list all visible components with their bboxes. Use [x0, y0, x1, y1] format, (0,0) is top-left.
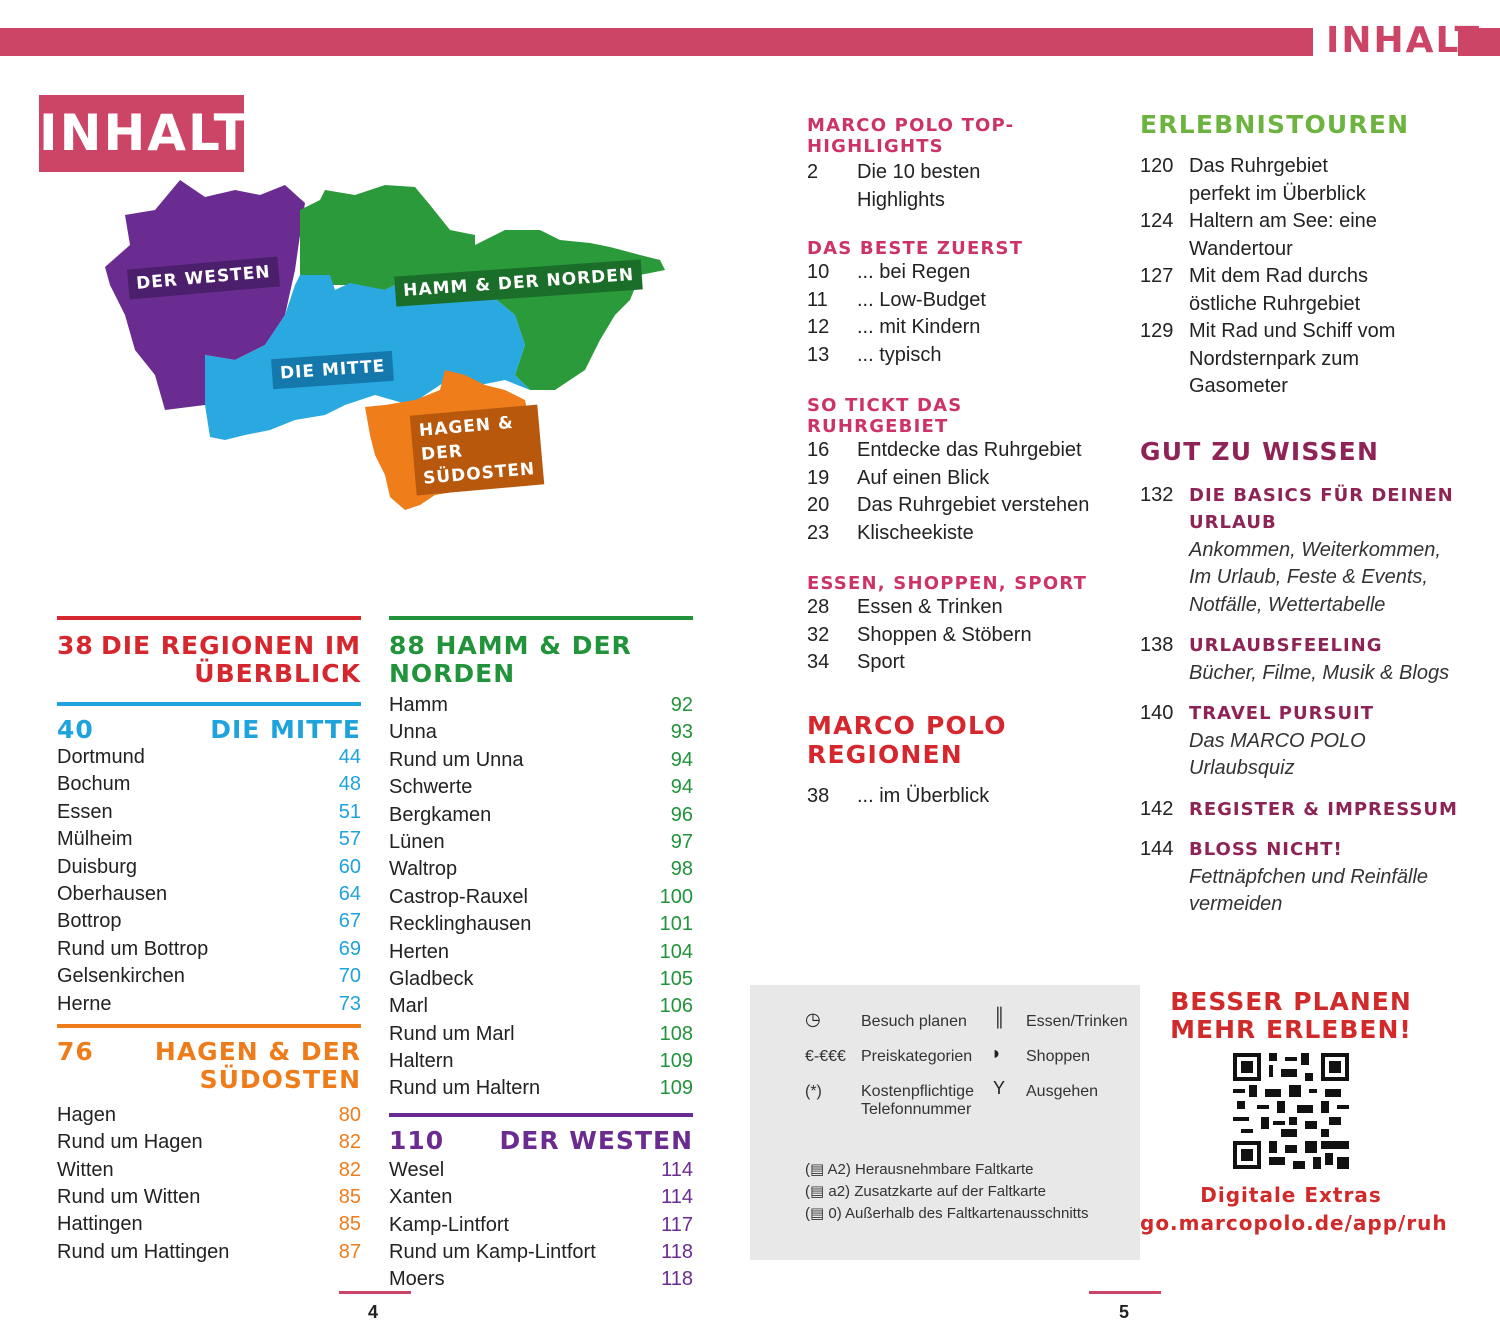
- region-entry-page: 82: [338, 1158, 361, 1181]
- region-entry[interactable]: [389, 884, 693, 911]
- region-entry[interactable]: [57, 963, 361, 990]
- toc-entry-tour[interactable]: 120 Das Ruhrgebiet perfekt im Überblick: [1140, 155, 1366, 205]
- fork-knife-icon: ║: [993, 1007, 1006, 1027]
- page-number-bar-right: [1089, 1291, 1161, 1294]
- region-entry[interactable]: [57, 908, 361, 935]
- region-entry[interactable]: [389, 692, 693, 719]
- region-entry-page: 94: [670, 748, 693, 771]
- legend-shoppen: Shoppen: [1026, 1048, 1091, 1065]
- region-entry[interactable]: [57, 744, 361, 771]
- region-entry[interactable]: [389, 993, 693, 1020]
- top-accent-bar: [0, 28, 1313, 56]
- toc-entry-tour[interactable]: 129 Mit Rad und Schiff vom Nordsternpark zum Gasometer: [1140, 320, 1396, 397]
- section-top-highlights: MARCO POLO TOP-HIGHLIGHTS: [807, 115, 1015, 157]
- region-entry-page: 67: [338, 910, 361, 933]
- region-entry-name: Witten: [57, 1158, 114, 1181]
- region-entry[interactable]: [57, 771, 361, 798]
- region-entry-page: 82: [338, 1131, 361, 1154]
- region-entry-name: Mülheim: [57, 828, 133, 851]
- hagen-list: [57, 1102, 361, 1266]
- region-entry-name: Castrop-Rauxel: [389, 885, 528, 908]
- region-entry-name: Schwerte: [389, 776, 473, 799]
- region-entry-name: Hattingen: [57, 1213, 143, 1236]
- toc-entry[interactable]: 10 ... bei Regen: [807, 261, 971, 283]
- region-entry-page: 80: [338, 1103, 361, 1126]
- region-entry-name: Recklinghausen: [389, 913, 532, 936]
- section-gut-zu-wissen: GUT ZU WISSEN: [1140, 436, 1380, 466]
- toc-entry[interactable]: 16 Entdecke das Ruhrgebiet: [807, 439, 1082, 461]
- map-label-norden: HAMM & DER NORDEN: [394, 259, 643, 306]
- rule-regions: [57, 616, 361, 620]
- region-entry-name: Moers: [389, 1268, 445, 1291]
- toc-entry[interactable]: 32 Shoppen & Stöbern: [807, 623, 1032, 646]
- region-entry[interactable]: [389, 1075, 693, 1102]
- region-entry-name: Xanten: [389, 1186, 453, 1209]
- region-entry-page: 85: [338, 1213, 361, 1236]
- legend-besuch: Besuch planen: [861, 1013, 967, 1030]
- region-entry-page: 118: [661, 1268, 693, 1291]
- region-entry-page: 97: [670, 830, 693, 853]
- legend-note-3: (▤ 0) Außerhalb des Faltkartenausschnitts: [805, 1205, 1089, 1222]
- region-entry-name: Hamm: [389, 694, 448, 716]
- rule-mitte: [57, 702, 361, 706]
- region-entry-name: Bottrop: [57, 910, 122, 933]
- region-entry-page: 94: [670, 776, 693, 799]
- region-entry-name: Rund um Hattingen: [57, 1240, 230, 1263]
- region-entry-page: 117: [661, 1213, 693, 1236]
- section-essen-shoppen: ESSEN, SHOPPEN, SPORT: [807, 573, 1088, 594]
- map-icon: ▤: [810, 1161, 825, 1178]
- region-entry-page: 60: [338, 855, 361, 878]
- region-entry-name: Rund um Kamp-Lintfort: [389, 1241, 596, 1264]
- region-entry[interactable]: [389, 1021, 693, 1048]
- region-entry[interactable]: [389, 1212, 693, 1239]
- region-map: [85, 175, 675, 520]
- region-entry-name: Gladbeck: [389, 967, 474, 990]
- legend-note-2: (▤ a2) Zusatzkarte auf der Faltkarte: [805, 1183, 1046, 1200]
- region-entry-name: Hagen: [57, 1103, 116, 1126]
- toc-right: [1140, 110, 1460, 919]
- region-entry-page: 114: [661, 1158, 693, 1181]
- region-entry[interactable]: [389, 802, 693, 829]
- mitte-heading[interactable]: 40 DIE MITTE: [57, 715, 361, 744]
- region-entry-page: 87: [338, 1240, 361, 1263]
- legend-preis: Preiskategorien: [861, 1048, 973, 1065]
- map-icon: ▤: [810, 1205, 825, 1222]
- region-entry-name: Rund um Unna: [389, 748, 524, 771]
- page-number-left: 4: [368, 1302, 379, 1322]
- region-entry[interactable]: [389, 966, 693, 993]
- legend-box: [750, 985, 1140, 1260]
- region-entry-name: Dortmund: [57, 746, 145, 768]
- region-entry-name: Kamp-Lintfort: [389, 1213, 510, 1236]
- cocktail-glass-icon: Y: [993, 1078, 1006, 1098]
- toc-entry[interactable]: 20 Das Ruhrgebiet verstehen: [807, 494, 1090, 516]
- region-entry[interactable]: [389, 1157, 693, 1184]
- region-entry[interactable]: [389, 1239, 693, 1266]
- region-entry-name: Waltrop: [389, 858, 458, 881]
- region-entry-name: Unna: [389, 721, 437, 744]
- legend-ausgehen: Ausgehen: [1026, 1083, 1099, 1100]
- region-entry[interactable]: [389, 1184, 693, 1211]
- region-entry[interactable]: [389, 829, 693, 856]
- region-entry[interactable]: [57, 799, 361, 826]
- rule-westen: [389, 1113, 693, 1117]
- region-entry-page: 51: [338, 800, 361, 823]
- regions-column-left: [57, 616, 361, 1266]
- regions-overview-heading[interactable]: 38 DIE REGIONEN IM ÜBERBLICK: [57, 631, 361, 688]
- toc-entry-feeling[interactable]: 138 URLAUBSFEELING Bücher, Filme, Musik & Blogs: [1140, 634, 1450, 684]
- map-label-suedosten: HAGEN & DER SÜDOSTEN: [410, 405, 545, 496]
- region-entry[interactable]: [57, 854, 361, 881]
- toc-entry[interactable]: 2 Die 10 besten Highlights: [807, 161, 981, 211]
- region-entry[interactable]: [389, 719, 693, 746]
- region-entry-page: 48: [338, 773, 361, 796]
- region-entry-name: Rund um Witten: [57, 1186, 201, 1209]
- toc-entry[interactable]: 38 ... im Überblick: [807, 784, 990, 807]
- tickt-list: [807, 437, 1107, 547]
- toc-entry[interactable]: 11 ... Low-Budget: [807, 288, 986, 311]
- region-entry-name: Rund um Haltern: [389, 1077, 541, 1100]
- region-entry-page: 93: [670, 721, 693, 744]
- region-entry[interactable]: [57, 1239, 361, 1266]
- toc-entry[interactable]: 23 Klischeekiste: [807, 521, 974, 544]
- region-entry[interactable]: [389, 747, 693, 774]
- toc-entry[interactable]: 12 ... mit Kindern: [807, 316, 981, 338]
- map-icon: ▤: [810, 1183, 825, 1200]
- region-entry-page: 69: [338, 937, 361, 960]
- region-entry[interactable]: [57, 881, 361, 908]
- map-label-mitte: DIE MITTE: [271, 351, 394, 389]
- legend-phone-symbol: (*): [805, 1083, 822, 1100]
- region-entry[interactable]: [389, 939, 693, 966]
- legend-note-1: (▤ A2) Herausnehmbare Faltkarte: [805, 1161, 1034, 1178]
- region-entry-page: 114: [661, 1186, 693, 1209]
- region-entry-page: 101: [659, 913, 693, 936]
- page-number-bar-left: [339, 1291, 411, 1294]
- region-entry[interactable]: [389, 911, 693, 938]
- region-entry[interactable]: [57, 991, 361, 1018]
- section-so-tickt: SO TICKT DAS RUHRGEBIET: [807, 395, 963, 437]
- rule-hagen: [57, 1024, 361, 1028]
- region-entry-page: 104: [659, 940, 693, 963]
- hagen-heading[interactable]: 76 HAGEN & DER SÜDOSTEN: [57, 1036, 361, 1094]
- region-entry-page: 92: [670, 694, 693, 716]
- toc-entry-tour[interactable]: 124 Haltern am See: eine Wandertour: [1140, 210, 1377, 260]
- region-entry[interactable]: [57, 826, 361, 853]
- region-entry[interactable]: [57, 1211, 361, 1238]
- region-entry-name: Marl: [389, 995, 428, 1018]
- toc-entry[interactable]: 13 ... typisch: [807, 343, 942, 366]
- hamm-list: [389, 692, 693, 1103]
- page-title: INHALT: [39, 95, 244, 172]
- region-entry-page: 96: [670, 803, 693, 826]
- westen-list: [389, 1157, 693, 1294]
- region-entry-name: Bergkamen: [389, 803, 492, 826]
- regions-column-right: [389, 616, 693, 1294]
- westen-heading[interactable]: 110 DER WESTEN: [389, 1125, 693, 1155]
- region-entry-page: 70: [338, 965, 361, 988]
- promo-extras: Digitale Extras: [1200, 1183, 1382, 1207]
- region-entry-page: 109: [659, 1050, 693, 1073]
- region-entry[interactable]: [389, 856, 693, 883]
- toc-entry[interactable]: 28 Essen & Trinken: [807, 596, 1003, 618]
- map-label-westen: DER WESTEN: [127, 256, 280, 299]
- region-entry-name: Rund um Bottrop: [57, 937, 209, 960]
- region-entry[interactable]: [57, 936, 361, 963]
- region-entry-name: Gelsenkirchen: [57, 965, 185, 988]
- region-entry-page: 100: [659, 885, 693, 908]
- legend-price-symbol: €-€€€: [805, 1048, 846, 1065]
- rule-hamm: [389, 616, 693, 620]
- region-entry-name: Lünen: [389, 830, 445, 853]
- legend-essen: Essen/Trinken: [1026, 1013, 1128, 1030]
- region-entry-page: 64: [338, 882, 361, 905]
- region-entry-name: Duisburg: [57, 855, 138, 878]
- region-entry-page: 57: [338, 828, 361, 851]
- region-entry-page: 73: [338, 992, 361, 1015]
- region-entry-page: 118: [661, 1241, 693, 1264]
- region-entry-name: Wesel: [389, 1158, 445, 1181]
- region-entry-page: 105: [659, 967, 693, 990]
- toc-entry-bloss[interactable]: 144 BLOSS NICHT! Fettnäpfchen und Reinfälle vermeiden: [1140, 838, 1429, 915]
- legend-telefon: Kostenpflichtige Telefonnummer: [861, 1083, 974, 1118]
- region-entry-page: 98: [670, 858, 693, 881]
- beste-list: [807, 259, 1107, 369]
- page-number-right: 5: [1119, 1302, 1130, 1322]
- region-entry-name: Oberhausen: [57, 882, 168, 905]
- section-erlebnistouren: ERLEBNISTOUREN: [1140, 110, 1410, 139]
- toc-entry[interactable]: 19 Auf einen Blick: [807, 466, 990, 489]
- region-entry-page: 44: [338, 746, 361, 768]
- region-entry[interactable]: [389, 774, 693, 801]
- toc-entry-basics[interactable]: 132 DIE BASICS FÜR DEINEN URLAUB Ankommen, Weiterkommen, Im Urlaub, Feste & Events, Notfälle, Wettertabelle: [1140, 483, 1454, 616]
- region-entry-page: 106: [659, 995, 693, 1018]
- region-entry-name: Essen: [57, 800, 113, 823]
- region-entry[interactable]: [389, 1048, 693, 1075]
- mitte-list: [57, 744, 361, 1018]
- toc-entry-register[interactable]: 142 REGISTER & IMPRESSUM: [1140, 797, 1458, 820]
- clock-icon: ◷: [805, 1009, 821, 1029]
- section-regionen: MARCO POLO REGIONEN: [807, 710, 1007, 769]
- essen-list: [807, 594, 1107, 677]
- region-entry[interactable]: [57, 1157, 361, 1184]
- toc-entry-pursuit[interactable]: 140 TRAVEL PURSUIT Das MARCO POLO Urlaubsquiz: [1140, 702, 1375, 779]
- region-entry[interactable]: [57, 1102, 361, 1129]
- hamm-heading[interactable]: 88 HAMM & DER NORDEN: [389, 631, 632, 688]
- promo-headline: BESSER PLANEN MEHR ERLEBEN!: [1170, 987, 1412, 1044]
- region-entry-name: Bochum: [57, 773, 131, 796]
- section-beste-zuerst: DAS BESTE ZUERST: [807, 238, 1024, 259]
- region-entry-page: 85: [338, 1186, 361, 1209]
- region-entry-name: Rund um Marl: [389, 1022, 515, 1045]
- region-entry-name: Herten: [389, 940, 450, 963]
- region-entry-name: Haltern: [389, 1050, 454, 1073]
- touren-list: [1140, 153, 1460, 401]
- toc-middle: [807, 115, 1107, 810]
- region-entry[interactable]: [57, 1184, 361, 1211]
- region-entry-page: 109: [659, 1077, 693, 1100]
- running-header: INHALT: [1326, 20, 1482, 61]
- region-entry[interactable]: [389, 1266, 693, 1293]
- promo-url[interactable]: go.marcopolo.de/app/ruh: [1140, 1211, 1448, 1235]
- qr-code[interactable]: [1233, 1053, 1349, 1169]
- region-entry-page: 108: [659, 1022, 693, 1045]
- shopping-bag-icon: ◗: [991, 1043, 1002, 1063]
- region-entry-name: Rund um Hagen: [57, 1131, 203, 1154]
- toc-entry-tour[interactable]: 127 Mit dem Rad durchs östliche Ruhrgebiet: [1140, 265, 1368, 315]
- region-entry[interactable]: [57, 1129, 361, 1156]
- region-entry-name: Herne: [57, 992, 112, 1015]
- toc-entry[interactable]: 34 Sport: [807, 651, 905, 673]
